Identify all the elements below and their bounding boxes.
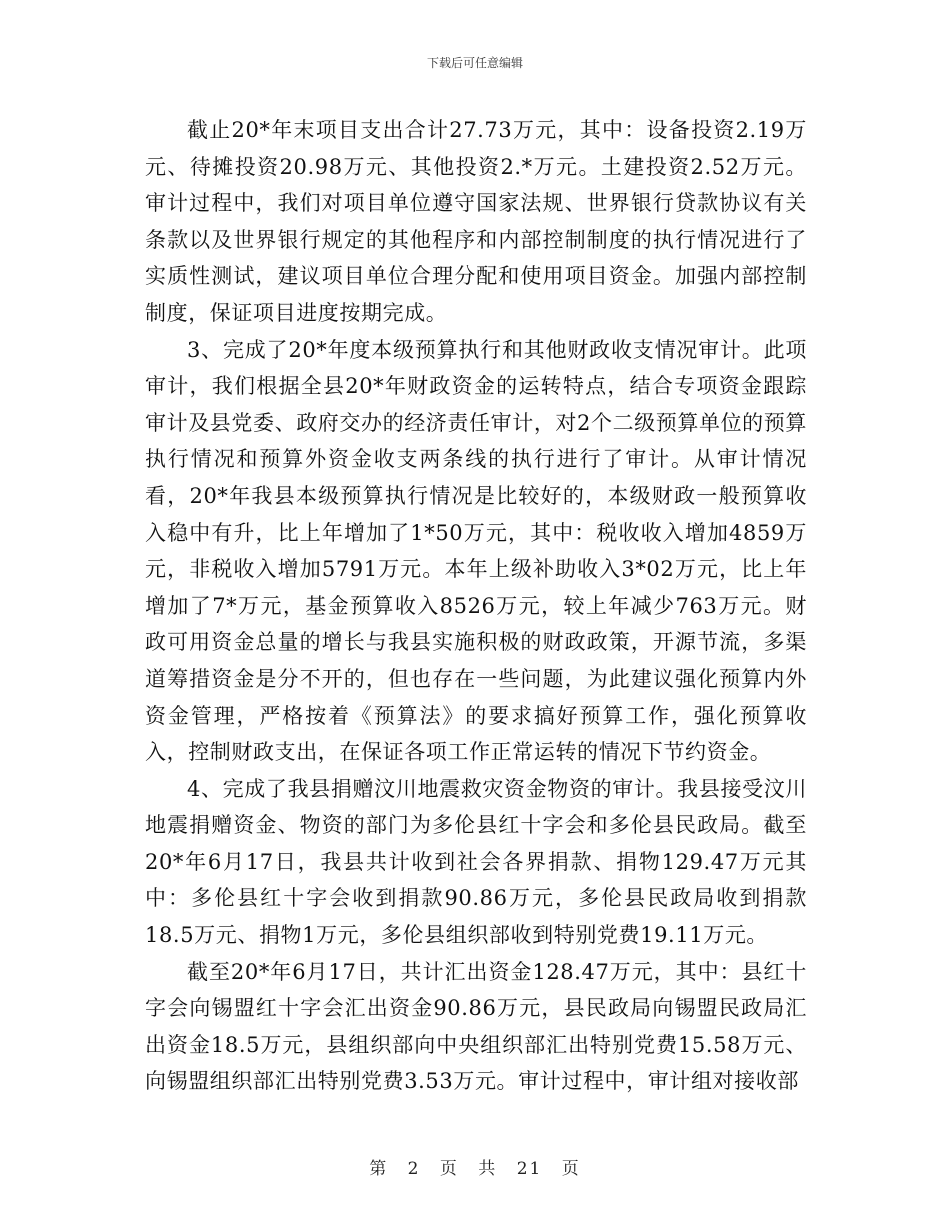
- footer-gong: 共: [478, 1159, 498, 1179]
- footer-di: 第: [369, 1159, 389, 1179]
- header-note: 下载后可任意编辑: [426, 56, 523, 70]
- paragraph-earthquake-donation-audit: 4、完成了我县捐赠汶川地震救灾资金物资的审计。我县接受汶川地震捐赠资金、物资的部门为多伦县红十字会和多伦县民政局。截至20*年6月17日，我县共计收到社会各界捐款、捐物129.47万元其中：多伦县红十字会收到捐款90.86万元，多伦县民政局收到捐款18.5万元、捐物1万元，多伦县组织部收到特别党费19.11万元。: [145, 776, 807, 948]
- footer-ye: 页: [439, 1159, 459, 1179]
- paragraph-funds-remitted: 截至20*年6月17日，共计汇出资金128.47万元，其中：县红十字会向锡盟红十字会汇出资金90.86万元，县民政局向锡盟民政局汇出资金18.5万元，县组织部向中央组织部汇出特别党费15.58万元、向锡盟组织部汇出特别党费3.53万元。审计过程中，审计组对接收部: [145, 959, 807, 1094]
- paragraph-project-expenditure: 截止20*年末项目支出合计27.73万元，其中：设备投资2.19万元、待摊投资20.98万元、其他投资2.*万元。土建投资2.52万元。审计过程中，我们对项目单位遵守国家法规、世界银行贷款协议有关条款以及世界银行规定的其他程序和内部控制制度的执行情况进行了实质性测试，建议项目单位合理分配和使用项目资金。加强内部控制制度，保证项目进度按期完成。: [145, 118, 807, 325]
- body-text: [145, 112, 807, 1100]
- footer-ye-2: 页: [561, 1159, 581, 1179]
- footer-total-pages: 21: [516, 1159, 543, 1179]
- paragraph-budget-audit: 3、完成了20*年度本级预算执行和其他财政收支情况审计。此项审计，我们根据全县20*年财政资金的运转特点，结合专项资金跟踪审计及县党委、政府交办的经济责任审计，对2个二级预算单位的预算执行情况和预算外资金收支两条线的执行进行了审计。从审计情况看，20*年我县本级预算执行情况是比较好的，本级财政一般预算收入稳中有升，比上年增加了1*50万元，其中：税收收入增加4859万元，非税收入增加5791万元。本年上级补助收入3*02万元，比上年增加了7*万元，基金预算收入8526万元，较上年减少763万元。财政可用资金总量的增长与我县实施积极的财政政策，开源节流，多渠道筹措资金是分不开的，但也存在一些问题，为此建议强化预算内外资金管理，严格按着《预算法》的要求搞好预算工作，强化预算收入，控制财政支出，在保证各项工作正常运转的情况下节约资金。: [145, 337, 807, 765]
- footer-current-page: 2: [407, 1159, 421, 1179]
- page-footer: [0, 1154, 950, 1179]
